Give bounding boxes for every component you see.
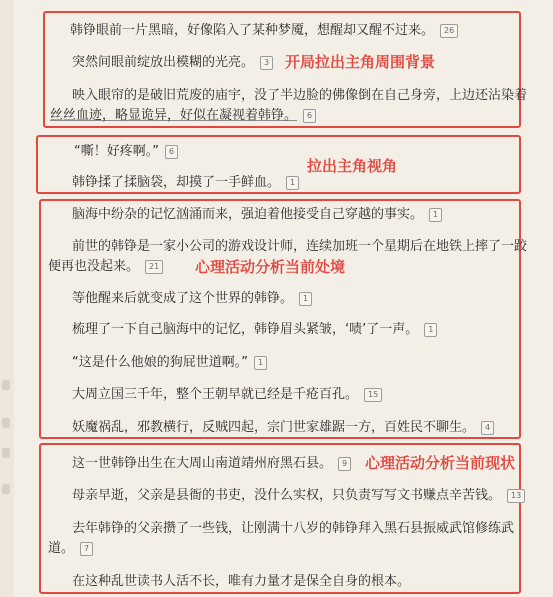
annotation-label-4: 心理活动分析当前现状 (365, 454, 516, 472)
paragraph-text: 等他醒来后就变成了这个世界的韩铮。 (72, 291, 294, 306)
comment-count-badge[interactable]: 7 (80, 542, 93, 556)
annotation-label-2: 拉出主角视角 (307, 157, 398, 175)
comment-count-badge[interactable]: 1 (429, 208, 442, 222)
paragraph-text: 母亲早逝，父亲是县衙的书吏，没什么实权，只负责写写文书赚点辛苦钱。 (72, 488, 502, 503)
comment-count-badge[interactable]: 4 (481, 421, 494, 435)
paragraph (70, 22, 458, 40)
paragraph (50, 107, 316, 125)
paragraph (72, 455, 351, 473)
paragraph (74, 143, 178, 161)
comment-count-badge[interactable]: 6 (303, 109, 316, 123)
annotation-label-3: 心理活动分析当前处境 (195, 258, 346, 276)
paragraph (48, 258, 163, 276)
paragraph-text: 突然间眼前绽放出模糊的光亮。 (72, 55, 255, 70)
comment-count-badge[interactable]: 1 (286, 176, 299, 190)
paragraph (72, 174, 299, 192)
comment-count-badge[interactable]: 1 (424, 323, 437, 337)
paragraph (72, 386, 382, 404)
paragraph-text-line2: 便再也没起来。 (48, 259, 140, 274)
comment-count-badge[interactable]: 1 (299, 292, 312, 306)
paragraph-text: 韩铮眼前一片黑暗，好像陷入了某种梦魇，想醒却又醒不过来。 (70, 23, 435, 38)
paragraph (72, 87, 527, 105)
paragraph-text-line2: 道。 (48, 541, 75, 556)
paragraph-text: “嘶！好疼啊。” (74, 144, 159, 159)
paragraph-text: 韩铮揉了揉脑袋，却摸了一手鲜血。 (72, 175, 281, 190)
paragraph (72, 54, 273, 72)
comment-count-badge[interactable]: 15 (364, 388, 382, 402)
paragraph-text: 梳理了一下自己脑海中的记忆，韩铮眉头紧皱，‘啧’了一声。 (72, 322, 419, 337)
paragraph (72, 419, 494, 437)
paragraph-text: 大周立国三千年，整个王朝早就已经是千疮百孔。 (72, 387, 359, 402)
gutter-mark (2, 448, 10, 458)
paragraph (72, 290, 312, 308)
paragraph (72, 573, 410, 591)
comment-count-badge[interactable]: 26 (440, 24, 458, 38)
paragraph-text-line1: 前世的韩铮是一家小公司的游戏设计师，连续加班一个星期后在地铁上摔了一跤 (72, 239, 528, 254)
comment-count-badge[interactable]: 1 (254, 356, 267, 370)
gutter-mark (2, 380, 10, 390)
comment-count-badge[interactable]: 6 (165, 145, 178, 159)
paragraph-text-line1: 映入眼帘的是破旧荒废的庙宇，没了半边脸的佛像倒在自己身旁，上边还沾染着 (72, 88, 528, 103)
comment-count-badge[interactable]: 21 (145, 260, 163, 274)
gutter-mark (2, 484, 10, 494)
paragraph (72, 520, 514, 538)
paragraph-text-line2: 丝丝血迹，略显诡异，好似在凝视着韩铮。 (50, 108, 298, 123)
paragraph (72, 238, 527, 256)
left-gutter (0, 0, 14, 597)
paragraph-text: 脑海中纷杂的记忆汹涌而来，强迫着他接受自己穿越的事实。 (72, 207, 424, 222)
paragraph-text-line1: 去年韩铮的父亲攒了一些钱，让刚满十八岁的韩铮拜入黑石县振威武馆修练武 (72, 521, 515, 536)
comment-count-badge[interactable]: 13 (507, 489, 525, 503)
paragraph-text: 妖魔祸乱，邪教横行，反贼四起，宗门世家雄踞一方，百姓民不聊生。 (72, 420, 476, 435)
annotation-label-1: 开局拉出主角周围背景 (285, 53, 436, 71)
gutter-mark (2, 418, 10, 428)
comment-count-badge[interactable]: 9 (338, 457, 351, 471)
paragraph-text: “这是什么他娘的狗屁世道啊。” (72, 355, 248, 370)
paragraph (72, 321, 437, 339)
paragraph (72, 206, 442, 224)
paragraph (72, 487, 525, 505)
paragraph (72, 354, 267, 372)
comment-count-badge[interactable]: 3 (260, 56, 273, 70)
paragraph-text: 在这种乱世读书人活不长，唯有力量才是保全自身的根本。 (72, 574, 411, 589)
paragraph (48, 540, 93, 558)
paragraph-text: 这一世韩铮出生在大周山南道靖州府黑石县。 (72, 456, 333, 471)
